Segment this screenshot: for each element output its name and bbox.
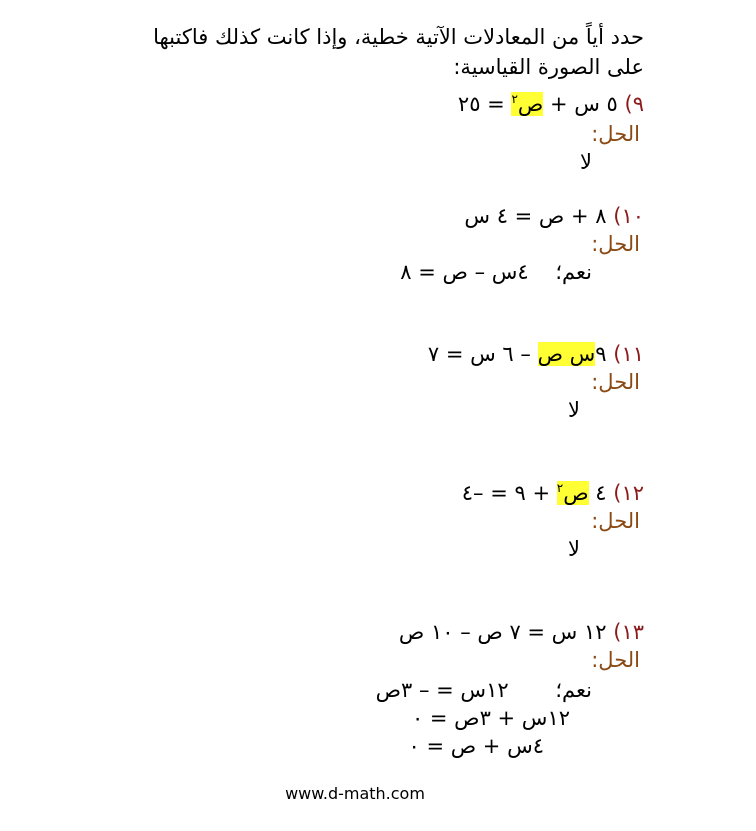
problem-9-eq-part-1: ٥ س +: [543, 92, 625, 116]
problem-12-highlight-text: ص: [563, 481, 589, 505]
problem-12-number: ١٢): [613, 481, 644, 505]
problem-12-exponent: ٢: [556, 481, 564, 495]
problem-9-solution-label: الحل:: [591, 122, 640, 146]
instructions-line-2: على الصورة القياسية:: [453, 55, 644, 79]
problem-11-highlight: س ص: [537, 342, 596, 366]
footer-website: www.d-math.com: [285, 784, 425, 803]
problem-13-equation: [399, 618, 644, 646]
problem-11-eq-part-2: – ٦ س = ٧: [427, 342, 538, 366]
problem-11-equation: [428, 340, 644, 368]
problem-13-eq-part-1: ١٢ س = ٧ ص – ١٠ ص: [398, 620, 614, 644]
problem-13-answer-line-1: نعم؛ ١٢س = – ٣ص: [375, 678, 592, 702]
problem-11-eq-part-1: ٩: [595, 342, 614, 366]
problem-11-answer: لا: [568, 398, 580, 422]
problem-13-number: ١٣): [613, 620, 644, 644]
instructions: [84, 22, 644, 82]
problem-12-solution-label: الحل:: [591, 509, 640, 533]
problem-13-answer-line-3: ٤س + ص = ٠: [408, 734, 544, 758]
problem-10-number: ١٠): [613, 204, 644, 228]
problem-12-equation: [462, 479, 644, 507]
problem-9-exponent: ٢: [511, 92, 518, 106]
problem-12-eq-part-2: + ٩ = –٤: [461, 481, 557, 505]
problem-9-highlight-text: ص: [517, 92, 544, 116]
problem-10-solution-label: الحل:: [591, 232, 640, 256]
problem-12-eq-part-1: ٤: [588, 481, 614, 505]
instructions-line-1: حدد أياً من المعادلات الآتية خطية، وإذا كانت كذلك فاكتبها: [153, 25, 644, 49]
problem-9-eq-part-2: = ٢٥: [457, 92, 512, 116]
problem-11-number: ١١): [613, 342, 644, 366]
problem-9-number: ٩): [624, 92, 644, 116]
problem-13-answer-line-2: ١٢س + ٣ص = ٠: [411, 706, 570, 730]
problem-10-equation: [464, 202, 644, 230]
problem-10-answer: نعم؛ ٤س – ص = ٨: [400, 260, 592, 284]
problem-9-highlight: [511, 92, 543, 116]
problem-12-highlight: [557, 481, 589, 505]
problem-12-answer: لا: [568, 537, 580, 561]
problem-11-solution-label: الحل:: [591, 370, 640, 394]
problem-10-eq-part-1: ٨ + ص = ٤ س: [464, 204, 614, 228]
problem-9-equation: [458, 90, 644, 118]
problem-9-answer: لا: [580, 150, 592, 174]
problem-13-solution-label: الحل:: [591, 648, 640, 672]
